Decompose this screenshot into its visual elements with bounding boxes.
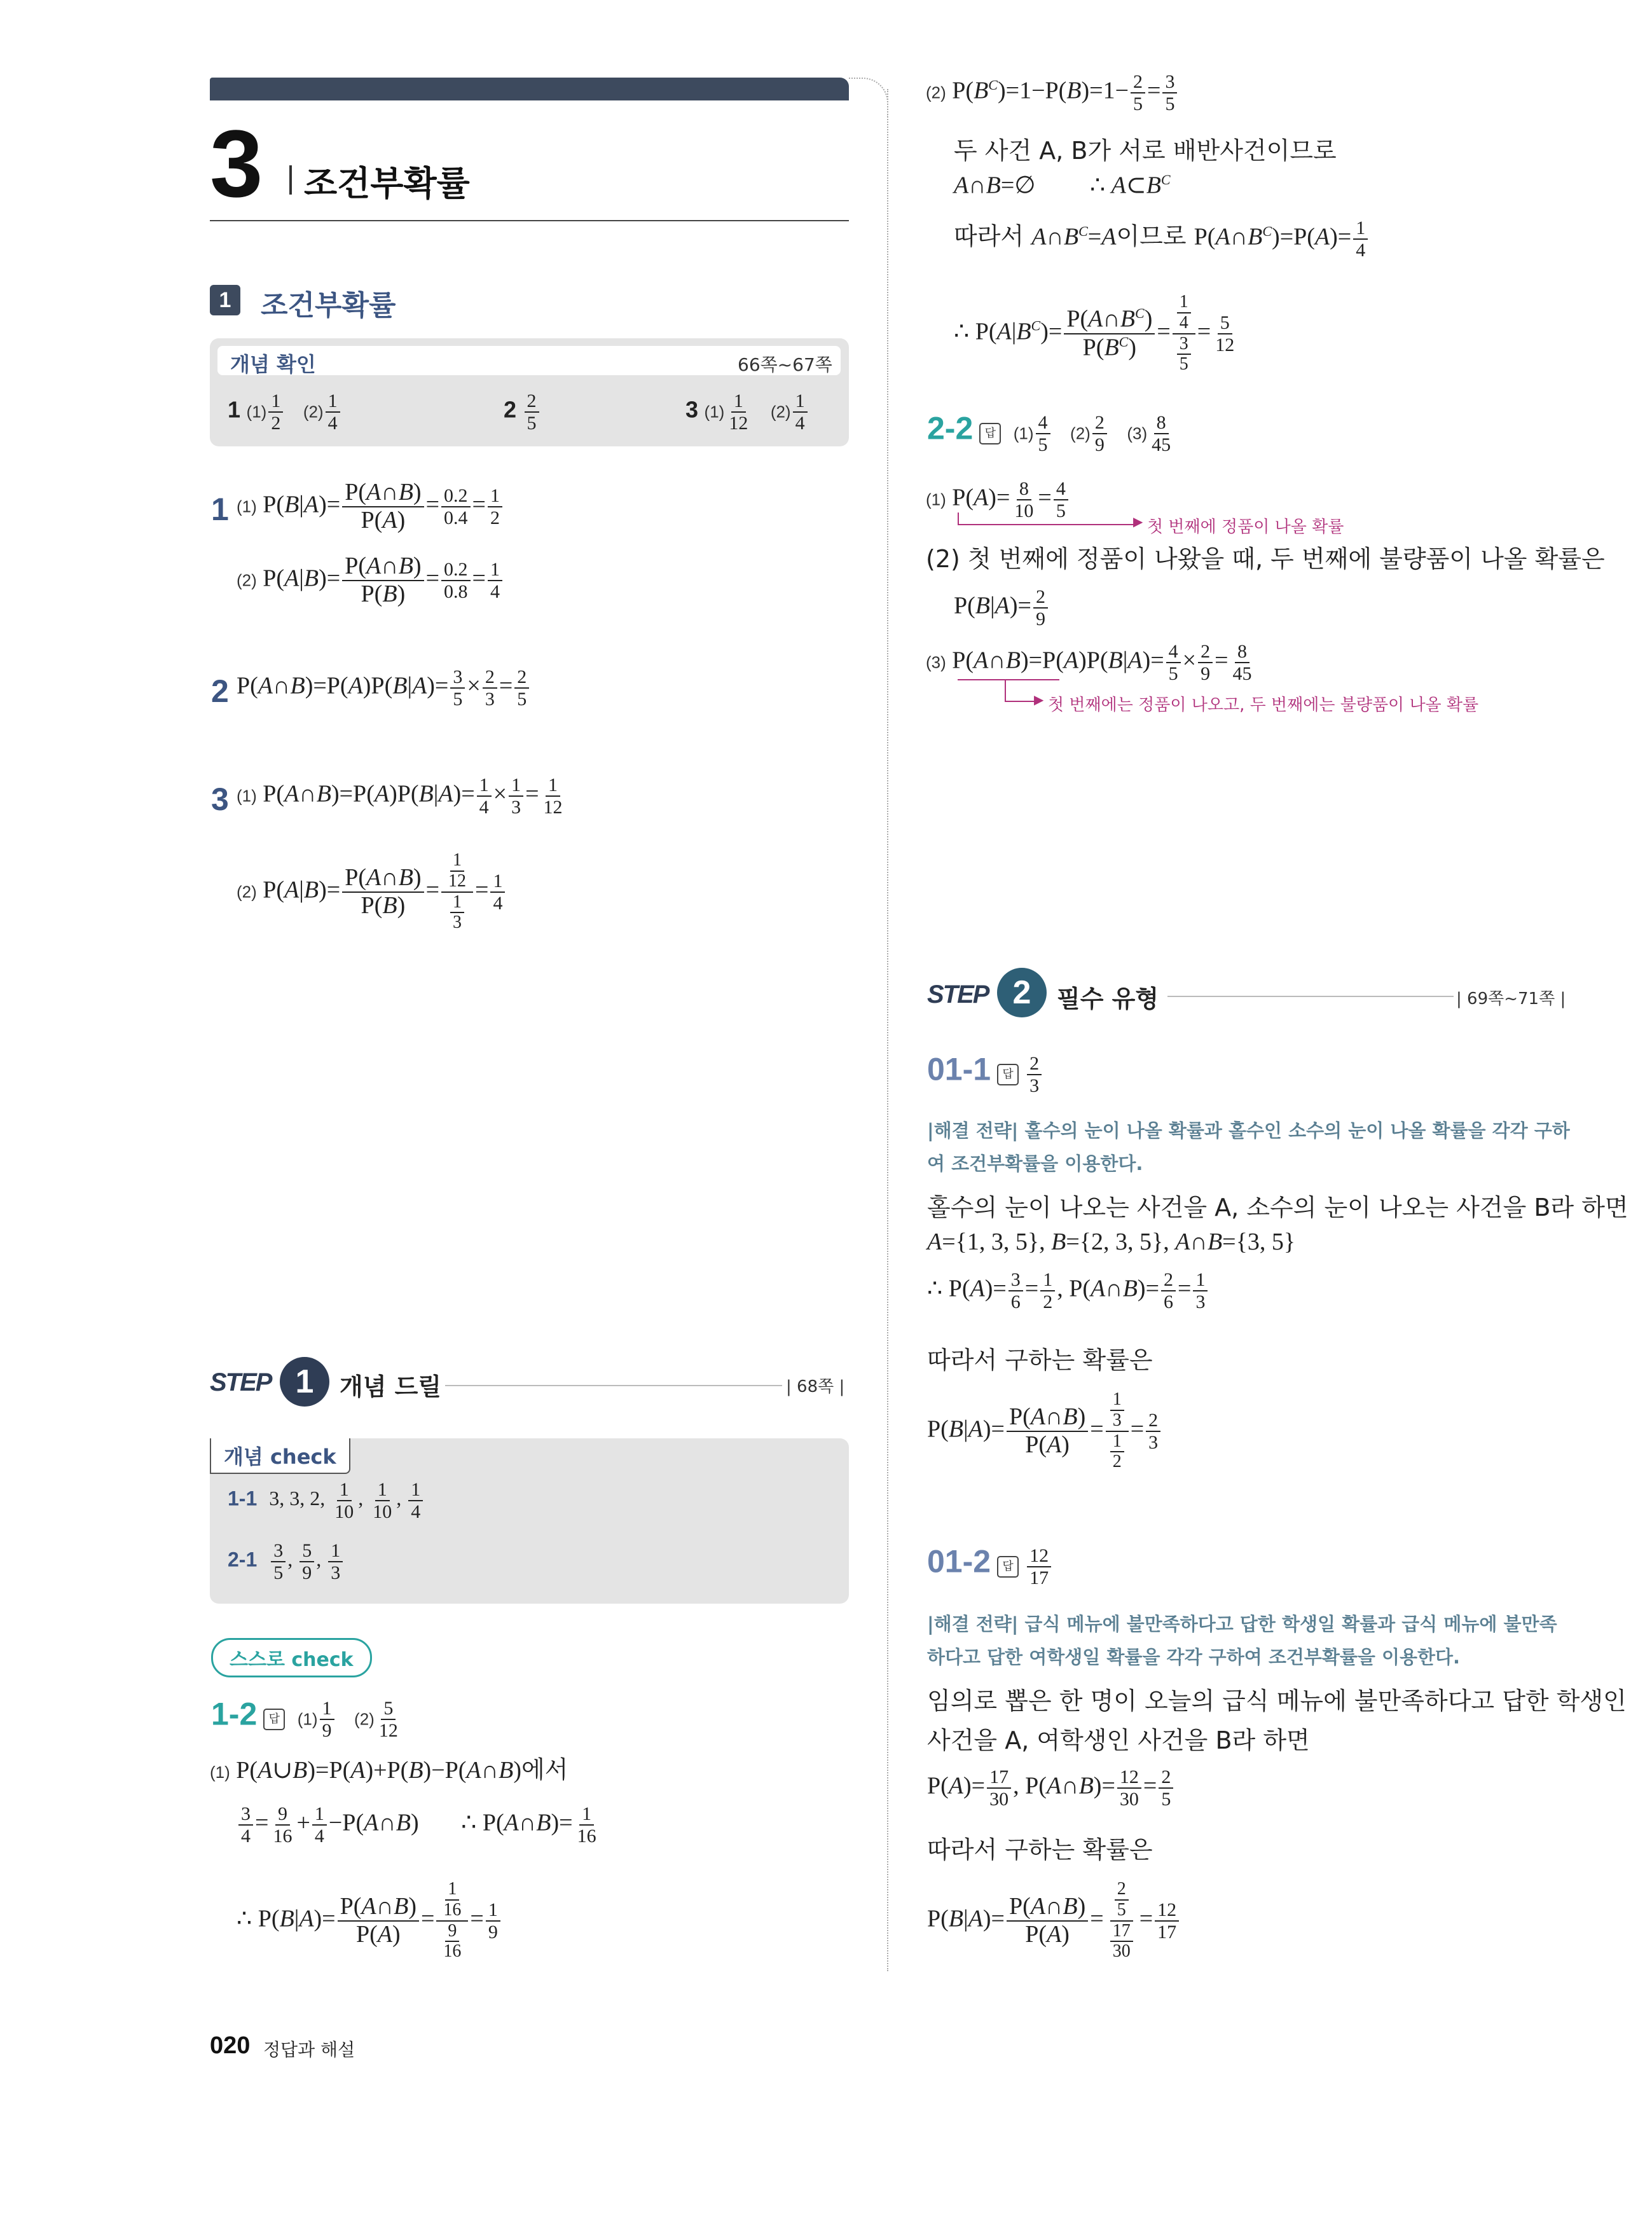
problem-2-2-label: 2-2: [927, 410, 974, 446]
concept-box-title: 개념 확인: [230, 352, 316, 376]
header-rule: [210, 220, 849, 221]
right-eq-conditional: ∴ $P(A|B^C)=$ $\frac{P(A\cap B^C)}{P(B^C)}$ = $\frac{\frac{1}{4}}{\frac{3}{5}}$ = $\frac{5}{12}$: [954, 292, 1235, 375]
check-row-2: 2-1 $\frac{3}{5}$ , $\frac{5}{9}$ , $\frac{1}{3}$: [228, 1540, 345, 1583]
problem-1-2-label: 1-2: [211, 1696, 258, 1732]
problem-01-2-probs: P(A)= $\frac{17}{30}$ , P(A∩B)= $\frac{12}{30}$ = $\frac{2}{5}$: [927, 1766, 1175, 1810]
problem-1-number: 1: [211, 492, 229, 527]
header-bar: [210, 78, 849, 100]
right-text-exclusive: 두 사건 A, B가 서로 배반사건이므로: [954, 137, 1337, 165]
problem-3-eq1: (1) P(A∩B)=P(A)P(B|A)= $\frac{1}{4}$ × $\frac{1}{3}$ = $\frac{1}{12}$: [237, 774, 563, 818]
problem-2-number: 2: [211, 673, 229, 709]
problem-2-2-eq3: (3) P(A∩B)=P(A)P(B|A)= $\frac{4}{5}$ × $\frac{2}{9}$ = $\frac{8}{45}$: [926, 641, 1252, 684]
step1-rule: [445, 1385, 782, 1386]
chapter-number: 3: [210, 110, 263, 217]
problem-2-2-answer: 2-2 답 (1) $\frac{4}{5}$ (2) $\frac{2}{9}$ (3) $\frac{8}{45}$: [927, 410, 1171, 455]
footer-label: 정답과 해설: [263, 2039, 355, 2060]
problem-1-2-line2: $\frac{3}{4}$ = $\frac{9}{16}$ + $\frac{1}{4}$ −P(A∩B) ∴ P(A∩B)= $\frac{1}{16}$: [237, 1803, 601, 1847]
problem-01-1-answer: 01-1 답 $\frac{2}{3}$: [927, 1053, 1043, 1096]
answer-2-label: 2: [504, 396, 517, 423]
section-number-badge: 1: [210, 285, 240, 315]
answer-3-label: 3: [685, 396, 699, 423]
section-title: 조건부확률: [261, 289, 396, 322]
problem-01-2-text-2: 사건을 A, 여학생인 사건을 B라 하면: [927, 1726, 1310, 1754]
step1-title: 개념 드릴: [340, 1373, 442, 1401]
problem-3-number: 3: [211, 781, 229, 817]
concept-answers-2: 2 $\frac{2}{5}$: [504, 390, 541, 434]
step1-pages-text: 68쪽: [797, 1377, 834, 1396]
note-1-text: 첫 번째에 정품이 나올 확률: [1147, 518, 1344, 537]
step1-number: 1: [280, 1357, 329, 1407]
problem-2-2-eq1: (1) P(A)= $\frac{8}{10}$ = $\frac{4}{5}$: [926, 478, 1070, 521]
right-eq-pbc: (2) $P(B^C)=1-P(B)=1-$ $\frac{2}{5}$ = $\frac{3}{5}$: [926, 71, 1179, 114]
step2-badge: STEP: [927, 981, 989, 1008]
problem-01-1-label: 01-1: [927, 1051, 991, 1087]
check-box: [210, 1438, 849, 1604]
problem-01-2-strategy-2: 하다고 답한 여학생일 확률을 각각 구하여 조건부확률을 이용한다.: [927, 1646, 1461, 1668]
note-2-underline: [958, 679, 1059, 680]
right-eq-empty: A∩B=∅ ∴ $A\subset B^C$: [954, 172, 1171, 199]
note-2-bracket: [1005, 679, 1038, 702]
problem-1-2-answer: 1-2 답 (1) $\frac{1}{9}$ (2) $\frac{5}{12}$: [211, 1696, 398, 1741]
step2-rule: [1167, 996, 1454, 997]
concept-box: [210, 338, 849, 446]
problem-01-1-result: P(B|A)= $\frac{P(A\cap B)}{P(A)}$ = $\frac{\frac{1}{3}}{\frac{1}{2}}$ = $\frac{2}{3}$: [927, 1390, 1162, 1472]
step2-pages: | 69쪽~71쪽 |: [1456, 989, 1566, 1008]
problem-01-1-strategy-1: |해결 전략| 홀수의 눈이 나올 확률과 홀수인 소수의 눈이 나올 확률을 각각 구하: [927, 1120, 1570, 1141]
check-row-1-label: 1-1: [228, 1487, 258, 1510]
step1-badge: STEP: [210, 1368, 272, 1396]
column-divider-curve: [849, 78, 888, 117]
problem-1-2-line1: (1) P(A∪B)=P(A)+P(B)−P(A∩B)에서: [210, 1756, 568, 1784]
note-1-arrow: ▶: [1133, 514, 1143, 529]
problem-2-2-eq2: P(B|A)= $\frac{2}{9}$: [954, 586, 1050, 630]
problem-2-2-line2: (2) 첫 번째에 정품이 나왔을 때, 두 번째에 불량품이 나올 확률은: [926, 545, 1605, 573]
right-eq-intersection: 따라서 $A\cap B^C=A$이므로 $P(A\cap B^C)=P(A)=$ $\frac{1}{4}$: [954, 217, 1370, 261]
footer-page-number: 020: [210, 2032, 251, 2059]
problem-3-eq2: (2) P(A|B)= $\frac{P(A\cap B)}{P(B)}$ = $\frac{\frac{1}{12}}{\frac{1}{3}}$ = $\frac{1}{4}$: [237, 851, 507, 933]
concept-answers-3: 3 (1) $\frac{1}{12}$ (2) $\frac{1}{4}$: [685, 390, 809, 434]
problem-1-2-line3: ∴ P(B|A)= $\frac{P(A\cap B)}{P(A)}$ = $\frac{\frac{1}{16}}{\frac{9}{16}}$ = $\frac{1}{9}$: [237, 1880, 502, 1962]
problem-01-1-probs: ∴ P(A)= $\frac{3}{6}$ = $\frac{1}{2}$ , P(A∩B)= $\frac{2}{6}$ = $\frac{1}{3}$: [927, 1269, 1209, 1312]
problem-2-eq: P(A∩B)=P(A)P(B|A)= $\frac{3}{5}$ × $\frac{2}{3}$ = $\frac{2}{5}$: [237, 666, 531, 710]
check-row-2-label: 2-1: [228, 1548, 258, 1571]
concept-answers-1: 1 (1) $\frac{1}{2}$ (2) $\frac{1}{4}$: [228, 390, 342, 434]
problem-01-1-strategy-2: 여 조건부확률을 이용한다.: [927, 1153, 1143, 1174]
problem-01-2-answer: 01-2 답 $\frac{12}{17}$: [927, 1545, 1053, 1588]
step2-title: 필수 유형: [1057, 985, 1159, 1013]
step2-pages-text: 69쪽~71쪽: [1467, 989, 1555, 1008]
step2-number: 2: [997, 968, 1047, 1017]
chapter-divider: [289, 165, 292, 195]
problem-01-1-text-1: 홀수의 눈이 나오는 사건을 A, 소수의 눈이 나오는 사건을 B라 하면: [927, 1194, 1628, 1222]
problem-01-2-text-1: 임의로 뽑은 한 명이 오늘의 급식 메뉴에 불만족하다고 답한 학생인: [927, 1687, 1627, 1715]
problem-01-1-text-2: 따라서 구하는 확률은: [927, 1346, 1153, 1374]
note-2-arrow: ▶: [1034, 692, 1044, 707]
step1-pages: | 68쪽 |: [786, 1377, 845, 1396]
problem-01-2-result: P(B|A)= $\frac{P(A\cap B)}{P(A)}$ = $\frac{\frac{2}{5}}{\frac{17}{30}}$ = $\frac{12}{17}$: [927, 1880, 1181, 1962]
note-2-text: 첫 번째에는 정품이 나오고, 두 번째에는 불량품이 나올 확률: [1048, 696, 1479, 715]
chapter-title: 조건부확률: [304, 163, 470, 203]
concept-box-pages: 66쪽~67쪽: [738, 354, 832, 375]
column-divider: [887, 89, 888, 1971]
problem-01-2-strategy-1: |해결 전략| 급식 메뉴에 불만족하다고 답한 학생일 확률과 급식 메뉴에 불만족: [927, 1613, 1557, 1635]
note-1-bracket: [958, 513, 1137, 525]
answer-1-label: 1: [228, 396, 241, 423]
problem-1-eq1: (1) P(B|A)= $\frac{P(A\cap B)}{P(A)}$ = $\frac{0.2}{0.4}$ = $\frac{1}{2}$: [237, 479, 504, 534]
check-box-tab: 개념 check: [210, 1438, 350, 1474]
check-row-1: 1-1 3, 3, 2, $\frac{1}{10}$ , $\frac{1}{10}$ , $\frac{1}{4}$: [228, 1479, 425, 1522]
problem-01-2-text-3: 따라서 구하는 확률은: [927, 1836, 1153, 1864]
problem-1-eq2: (2) P(A|B)= $\frac{P(A\cap B)}{P(B)}$ = $\frac{0.2}{0.8}$ = $\frac{1}{4}$: [237, 553, 504, 608]
problem-01-2-label: 01-2: [927, 1543, 991, 1580]
self-check-pill: 스스로 check: [211, 1638, 372, 1677]
problem-01-1-sets: A={1, 3, 5}, B={2, 3, 5}, A∩B={3, 5}: [927, 1229, 1296, 1255]
